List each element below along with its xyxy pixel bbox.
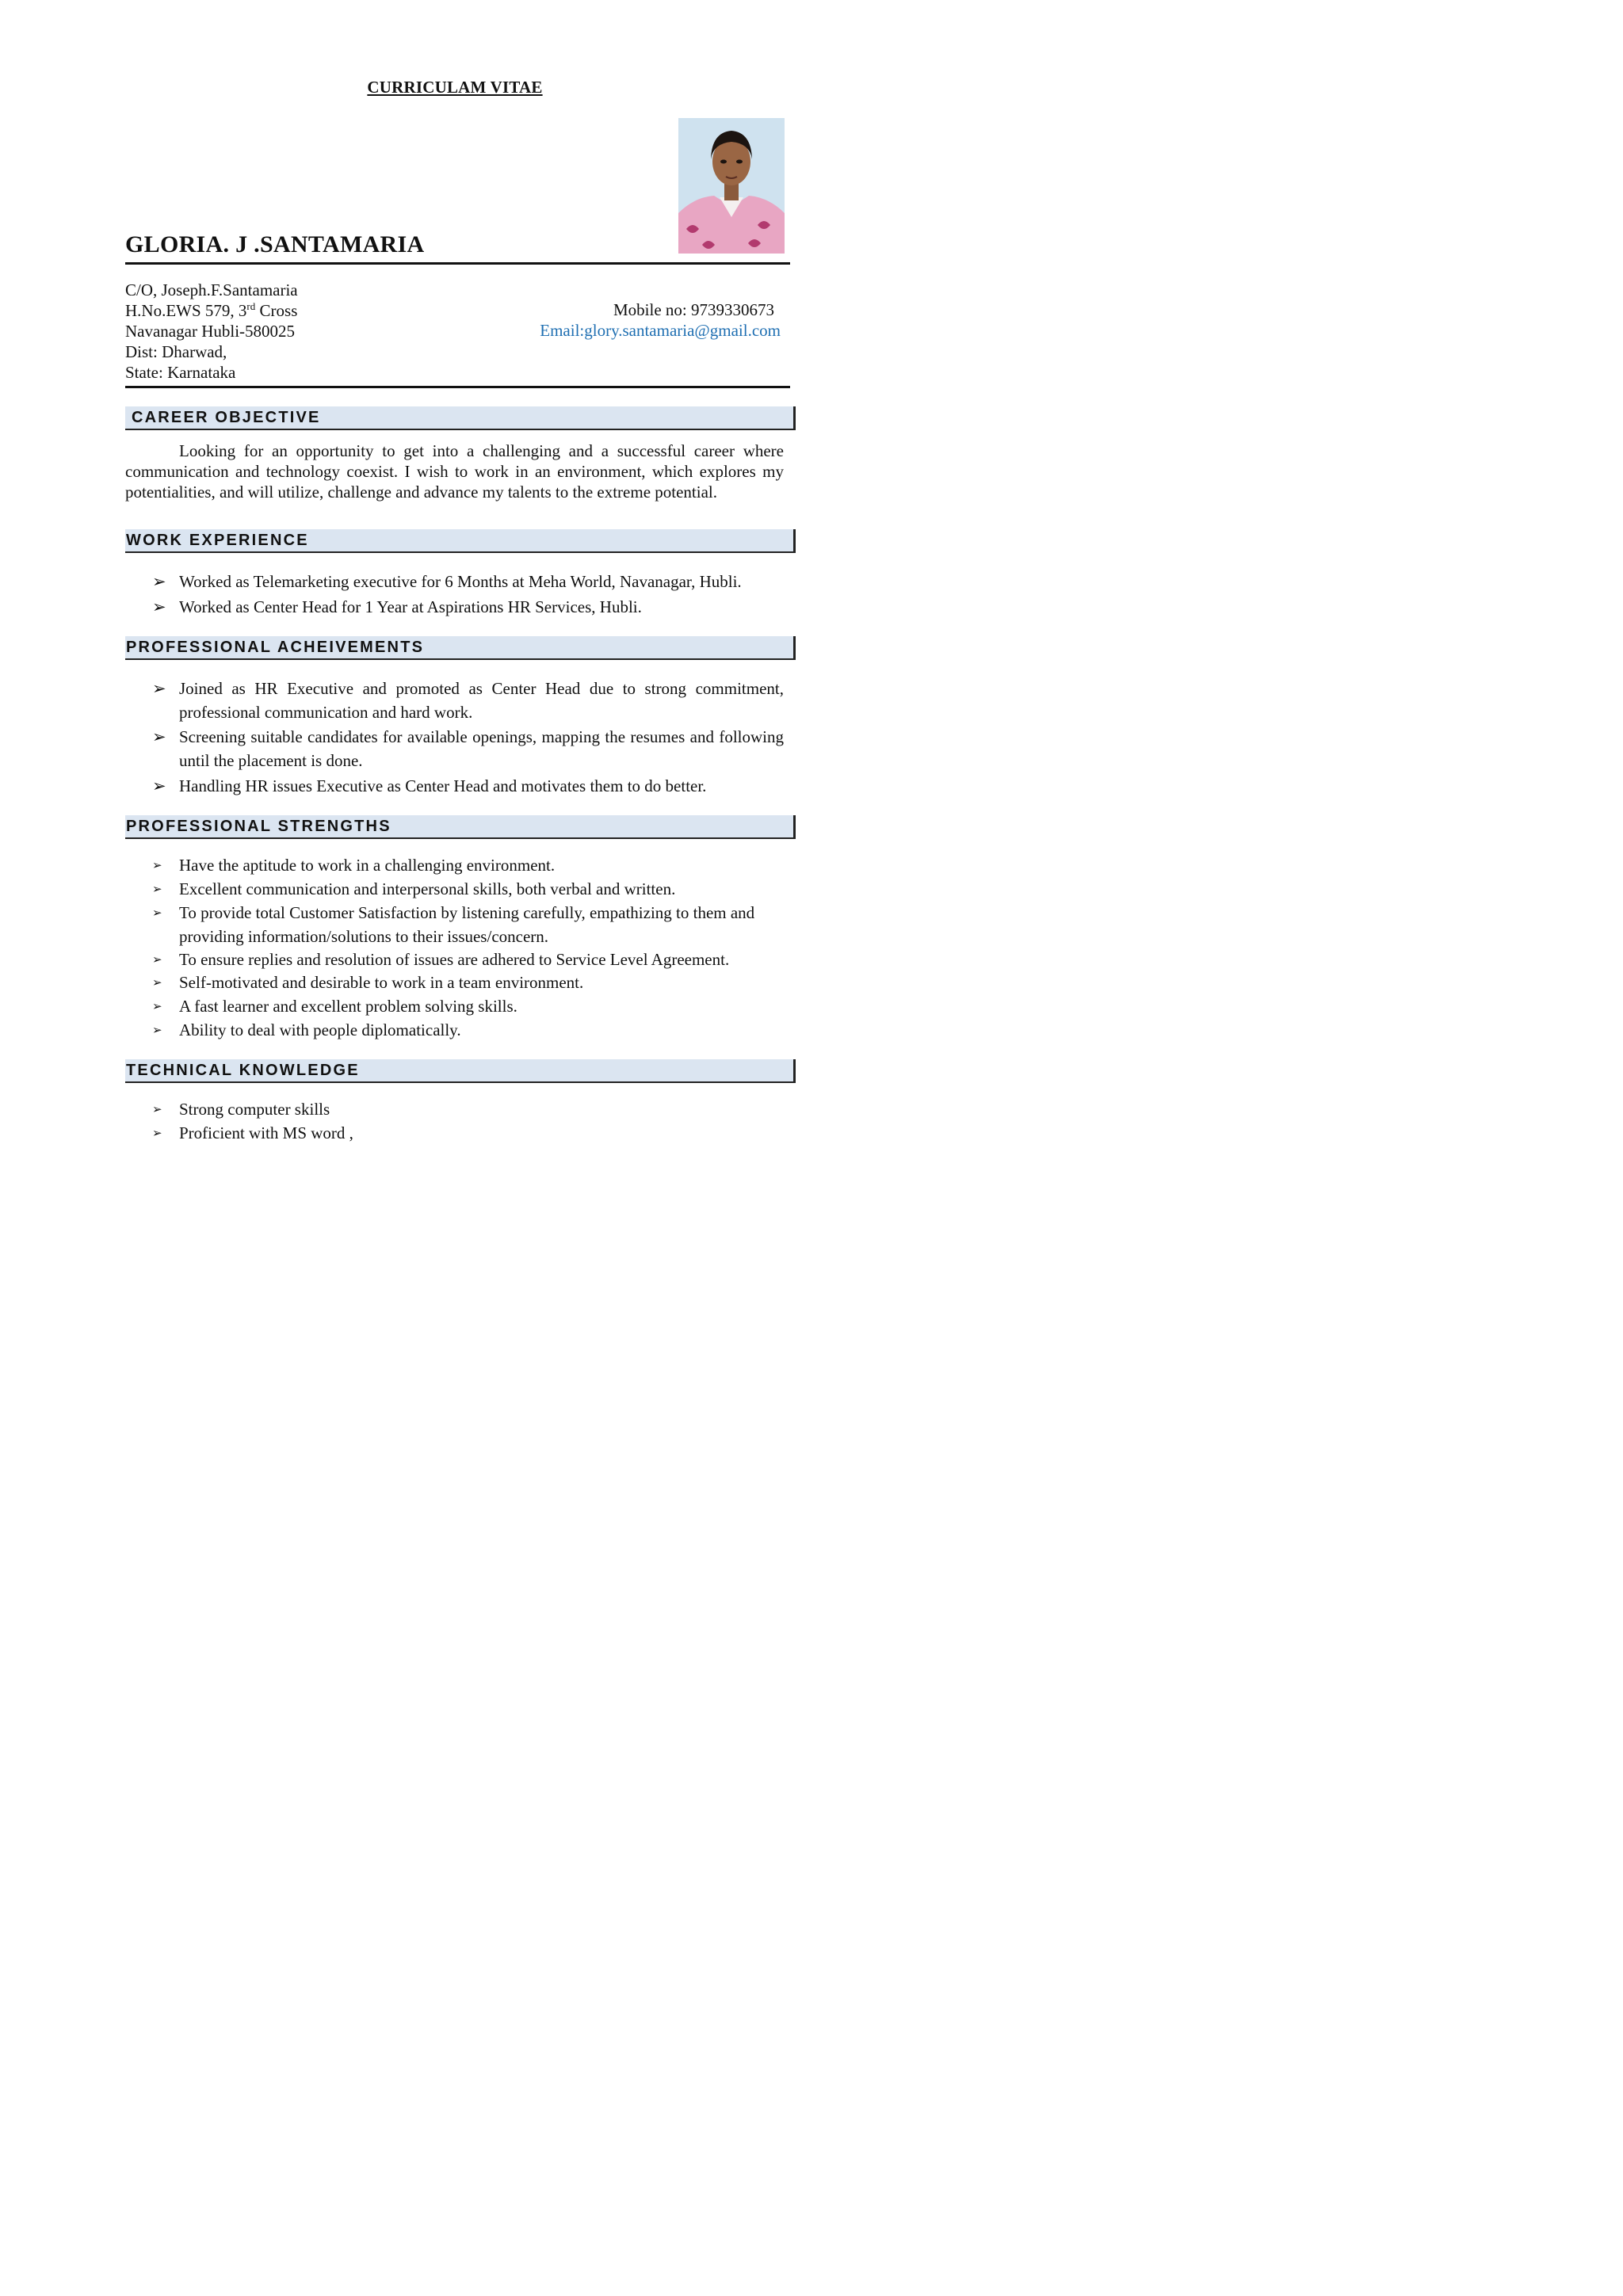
section-heading: PROFESSIONAL STRENGTHS xyxy=(126,818,391,835)
mobile-number: Mobile no: 9739330673 xyxy=(613,300,774,319)
bullet-arrow-icon: ➢ xyxy=(152,597,166,616)
bullet-arrow-icon: ➢ xyxy=(152,1127,162,1140)
section-header-work-experience xyxy=(125,529,796,553)
section-header-professional-achievements xyxy=(125,636,796,660)
address-line: State: Karnataka xyxy=(125,363,236,382)
bullet-arrow-icon: ➢ xyxy=(152,572,166,591)
section-header-technical-knowledge xyxy=(125,1059,796,1083)
bullet-arrow-icon: ➢ xyxy=(152,977,162,990)
section-header-career-objective xyxy=(125,406,796,430)
section-header-professional-strengths xyxy=(125,815,796,839)
address-line: Navanagar Hubli-580025 xyxy=(125,322,296,341)
candidate-name: GLORIA. J .SANTAMARIA xyxy=(125,231,425,257)
section-heading: CAREER OBJECTIVE xyxy=(132,409,321,426)
header-rule xyxy=(125,262,790,265)
bullet-arrow-icon: ➢ xyxy=(152,679,166,698)
bullet-arrow-icon: ➢ xyxy=(152,1024,162,1037)
bullet-arrow-icon: ➢ xyxy=(152,860,162,872)
bullet-arrow-icon: ➢ xyxy=(152,883,162,896)
profile-photo xyxy=(678,118,785,254)
address-line: H.No.EWS 579, 3rd Cross xyxy=(125,300,298,320)
bullet-arrow-icon: ➢ xyxy=(152,954,162,967)
section-heading: PROFESSIONAL ACHEIVEMENTS xyxy=(126,639,425,656)
bullet-arrow-icon: ➢ xyxy=(152,907,162,920)
email-link[interactable]: Email:glory.santamaria@gmail.com xyxy=(540,321,781,340)
career-objective-text: Looking for an opportunity to get into a challenging and a successful career where communication and technology coexist. I wish to work in an environment, which explores my potentialities, and will utilize, challenge and advance my talents to the extreme potential. xyxy=(125,441,784,502)
bullet-arrow-icon: ➢ xyxy=(152,1104,162,1116)
bullet-arrow-icon: ➢ xyxy=(152,776,166,795)
address-line: Dist: Dharwad, xyxy=(125,342,227,361)
section-heading: WORK EXPERIENCE xyxy=(126,532,309,549)
bullet-arrow-icon: ➢ xyxy=(152,1001,162,1013)
bullet-arrow-icon: ➢ xyxy=(152,727,166,746)
document-title: CURRICULAM VITAE xyxy=(367,78,543,97)
address-rule xyxy=(125,386,790,388)
address-line: C/O, Joseph.F.Santamaria xyxy=(125,280,298,299)
section-heading: TECHNICAL KNOWLEDGE xyxy=(126,1062,360,1079)
